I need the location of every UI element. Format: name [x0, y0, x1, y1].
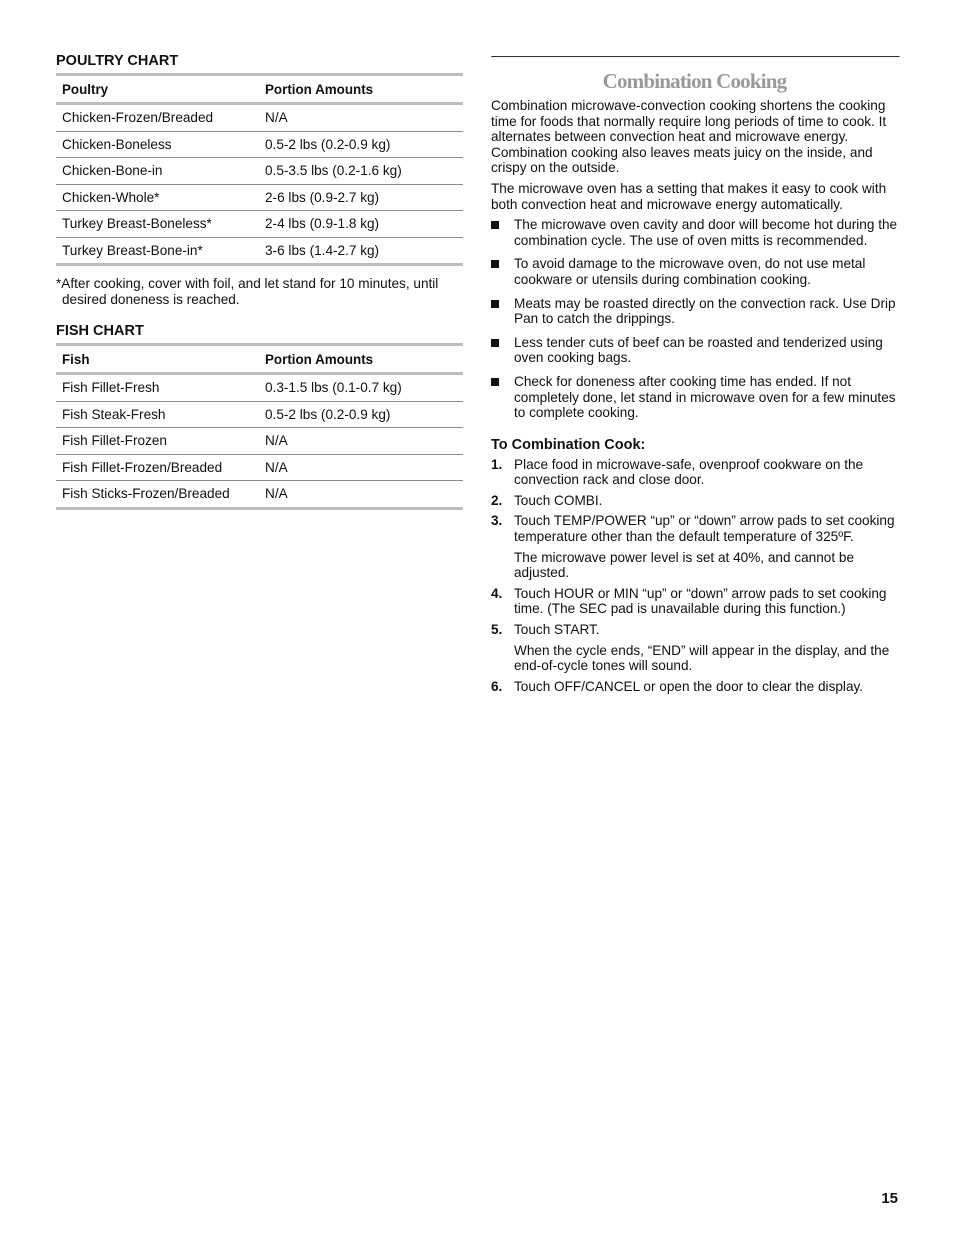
- portion-cell: 0.5-2 lbs (0.2-0.9 kg): [259, 401, 463, 428]
- fish-cell: Fish Fillet-Fresh: [56, 374, 259, 402]
- poultry-cell: Chicken-Whole*: [56, 184, 259, 211]
- table-row: [56, 374, 463, 402]
- step-item: [491, 513, 898, 580]
- steps-list: [491, 457, 898, 695]
- step-number: 6.: [491, 678, 503, 694]
- table-row: [56, 131, 463, 158]
- table-row: [56, 237, 463, 265]
- step-text: Touch TEMP/POWER “up” or “down” arrow pads to set cooking temperature other than the default temperature of 325ºF.: [514, 513, 895, 545]
- table-row: [56, 104, 463, 132]
- fish-chart-header-row: [56, 345, 463, 374]
- table-row: [56, 184, 463, 211]
- portion-cell: 3-6 lbs (1.4-2.7 kg): [259, 237, 463, 265]
- page-number: 15: [881, 1190, 898, 1207]
- step-note: When the cycle ends, “END” will appear in the display, and the end-of-cycle tones will sound.: [514, 642, 890, 674]
- fish-cell: Fish Steak-Fresh: [56, 401, 259, 428]
- square-bullet-icon: [491, 339, 499, 347]
- portion-cell: 2-6 lbs (0.9-2.7 kg): [259, 184, 463, 211]
- portion-cell: N/A: [259, 104, 463, 132]
- portion-cell: 0.5-2 lbs (0.2-0.9 kg): [259, 131, 463, 158]
- bullet-text: To avoid damage to the microwave oven, do not use metal cookware or utensils during combination cooking.: [514, 256, 866, 287]
- step-note: The microwave power level is set at 40%, and cannot be adjusted.: [514, 549, 855, 581]
- step-text: Place food in microwave-safe, ovenproof cookware on the convection rack and close door.: [514, 456, 864, 488]
- poultry-chart-header-row: [56, 75, 463, 104]
- poultry-cell: Chicken-Boneless: [56, 131, 259, 158]
- list-item: [491, 217, 898, 248]
- step-item: [491, 679, 898, 695]
- bullet-text: Meats may be roasted directly on the convection rack. Use Drip Pan to catch the drippings.: [514, 295, 896, 327]
- list-item: [491, 335, 898, 366]
- square-bullet-icon: [491, 300, 499, 308]
- step-number: 4.: [491, 585, 503, 601]
- step-number: 2.: [491, 492, 503, 508]
- poultry-cell: Turkey Breast-Boneless*: [56, 211, 259, 238]
- step-item: [491, 457, 898, 488]
- portion-cell: 0.5-3.5 lbs (0.2-1.6 kg): [259, 158, 463, 185]
- step-item: [491, 493, 898, 509]
- bullet-text: Less tender cuts of beef can be roasted and tenderized using oven cooking bags.: [514, 334, 883, 366]
- poultry-cell: Turkey Breast-Bone-in*: [56, 237, 259, 265]
- step-item: [491, 622, 898, 674]
- intro-paragraph: The microwave oven has a setting that makes it easy to cook with both convection heat and microwave energy automatically.: [491, 180, 887, 212]
- section-divider: [491, 56, 900, 58]
- step-number: 1.: [491, 456, 503, 472]
- bullet-text: The microwave oven cavity and door will become hot during the combination cycle. The use of oven mitts is recommended.: [514, 217, 898, 248]
- portion-cell: N/A: [259, 454, 463, 481]
- poultry-column-header: Poultry: [56, 75, 259, 104]
- square-bullet-icon: [491, 221, 499, 229]
- square-bullet-icon: [491, 260, 499, 268]
- intro-paragraph: Combination microwave-convection cooking shortens the cooking time for foods that normally require long periods of time to cook. It alternates between convection heat and microwave energy. Combination cooking also leaves meats juicy on the inside, and crispy on the outside.: [491, 98, 887, 176]
- square-bullet-icon: [491, 378, 499, 386]
- portion-cell: 2-4 lbs (0.9-1.8 kg): [259, 211, 463, 238]
- section-title: Combination Cooking: [602, 69, 787, 93]
- safety-bullet-list: [491, 217, 898, 421]
- fish-cell: Fish Sticks-Frozen/Breaded: [56, 481, 259, 509]
- step-text: Touch HOUR or MIN “up” or “down” arrow pads to set cooking time. (The SEC pad is unavailable during this function.): [514, 585, 887, 617]
- table-row: [56, 428, 463, 455]
- list-item: [491, 296, 898, 327]
- fish-chart-table: [56, 343, 463, 510]
- fish-cell: Fish Fillet-Frozen: [56, 428, 259, 455]
- bullet-text: Check for doneness after cooking time has ended. If not completely done, let stand in microwave oven for a few minutes to complete cooking.: [514, 373, 896, 421]
- step-text: Touch START.: [514, 622, 600, 638]
- portion-cell: 0.3-1.5 lbs (0.1-0.7 kg): [259, 374, 463, 402]
- table-row: [56, 158, 463, 185]
- fish-column-header: Fish: [56, 345, 259, 374]
- portion-cell: N/A: [259, 481, 463, 509]
- step-item: [491, 586, 898, 617]
- poultry-chart-table: [56, 73, 463, 266]
- poultry-footnote: *After cooking, cover with foil, and let stand for 10 minutes, until desired doneness is reached.: [56, 276, 439, 307]
- poultry-cell: Chicken-Bone-in: [56, 158, 259, 185]
- steps-heading: To Combination Cook:: [491, 436, 646, 453]
- table-row: [56, 211, 463, 238]
- list-item: [491, 256, 898, 287]
- table-row: [56, 481, 463, 509]
- portion-column-header: Portion Amounts: [259, 75, 463, 104]
- fish-cell: Fish Fillet-Frozen/Breaded: [56, 454, 259, 481]
- right-column: [491, 56, 898, 699]
- portion-cell: N/A: [259, 428, 463, 455]
- left-column: [56, 52, 463, 510]
- portion-column-header: Portion Amounts: [259, 345, 463, 374]
- poultry-chart-heading: POULTRY CHART: [56, 53, 179, 69]
- step-number: 3.: [491, 513, 503, 529]
- list-item: [491, 374, 898, 421]
- step-text: Touch OFF/CANCEL or open the door to clear the display.: [514, 678, 864, 694]
- poultry-cell: Chicken-Frozen/Breaded: [56, 104, 259, 132]
- table-row: [56, 401, 463, 428]
- step-text: Touch COMBI.: [514, 492, 603, 508]
- fish-chart-heading: FISH CHART: [56, 323, 144, 339]
- table-row: [56, 454, 463, 481]
- step-number: 5.: [491, 622, 503, 638]
